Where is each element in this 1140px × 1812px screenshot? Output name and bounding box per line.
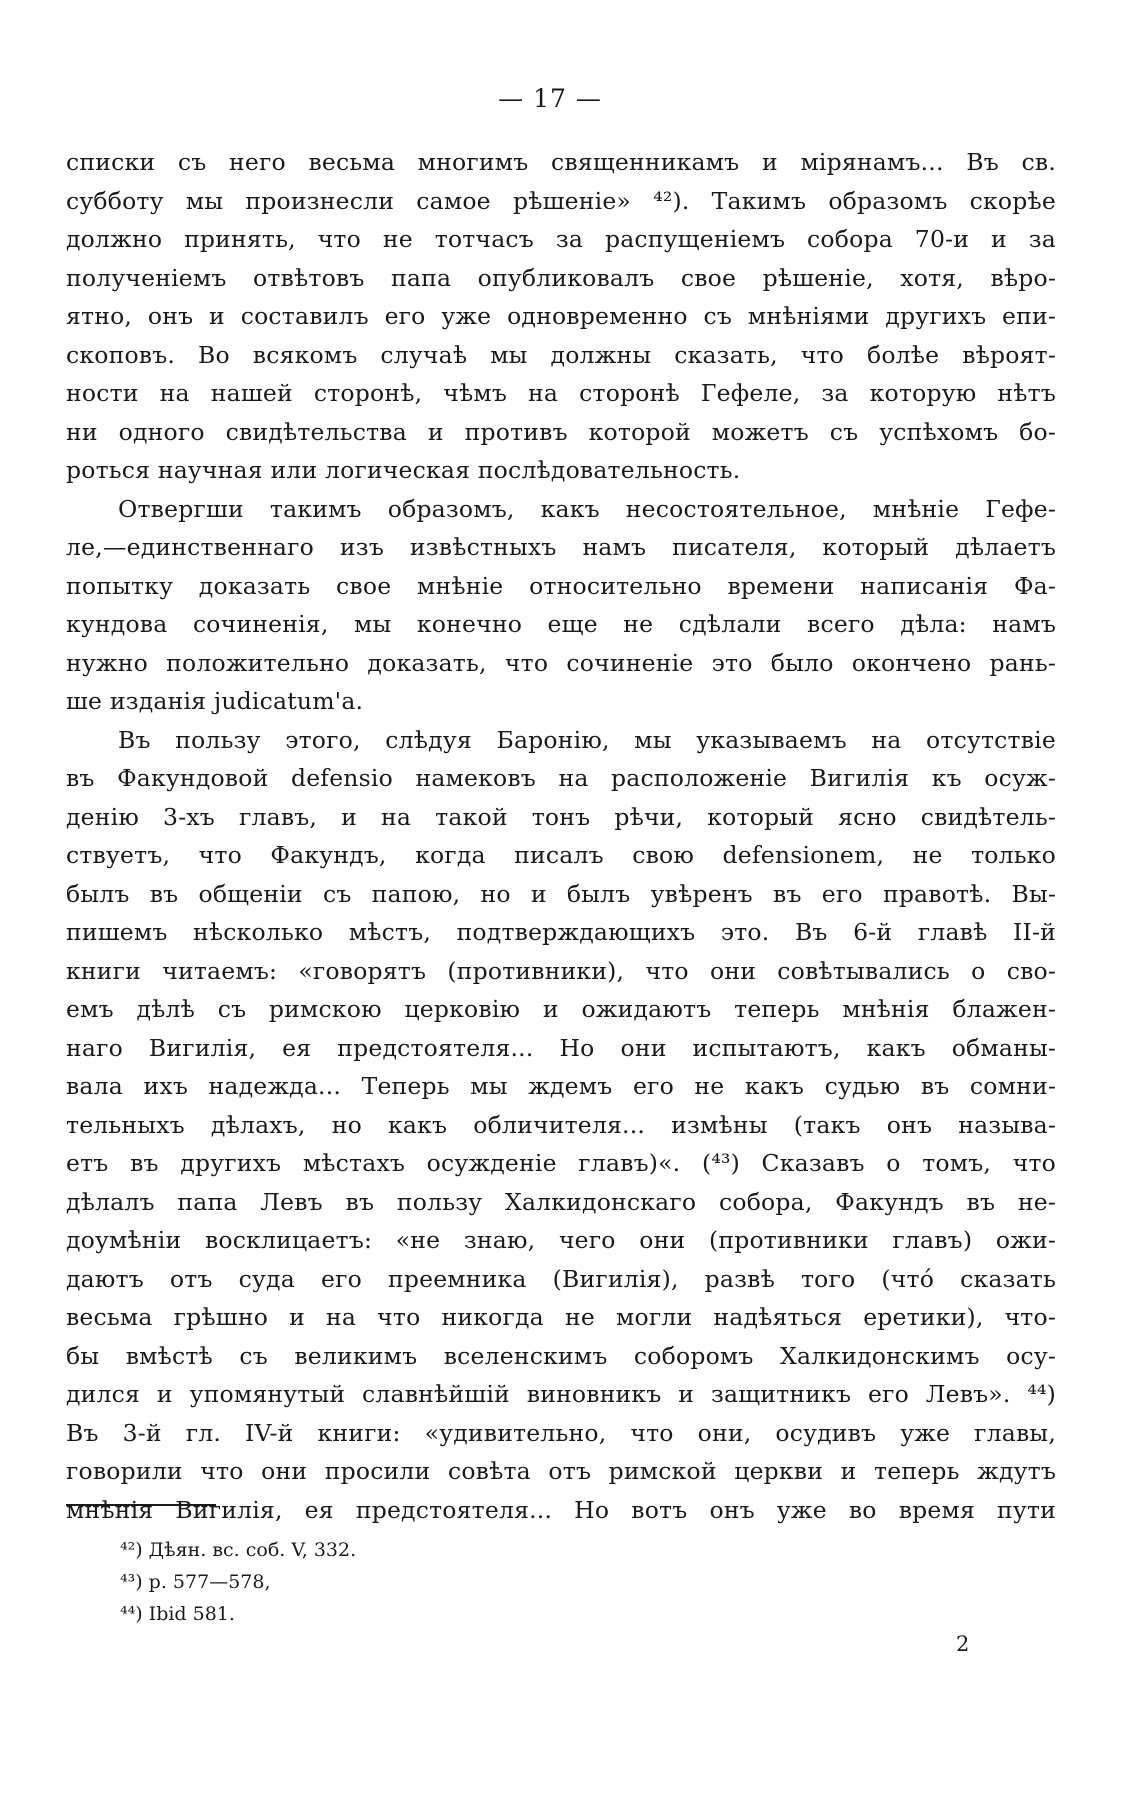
footnote-43: ⁴³) p. 577—578, <box>120 1571 271 1593</box>
text-line: весьма грѣшно и на что никогда не могли надѣяться еретики), что- <box>66 1303 1056 1331</box>
text-line: въ Факундовой defensio намековъ на расположеніе Вигилія къ осуж- <box>66 764 1056 792</box>
text-line: наго Вигилія, ея предстоятеля... Но они испытаютъ, какъ обманы- <box>66 1033 1056 1062</box>
text-line: былъ въ общеніи съ папою, но и былъ увѣренъ въ его правотѣ. Вы- <box>66 879 1056 908</box>
text-line: дѣлалъ папа Левъ въ пользу Халкидонскаго собора, Факундъ въ не- <box>66 1187 1056 1216</box>
text-line: скоповъ. Во всякомъ случаѣ мы должны сказать, что болѣе вѣроят- <box>66 340 1056 369</box>
paragraph-3 <box>66 721 1056 1530</box>
text-line: доумѣніи восклицаетъ: «не знаю, чего они (противники главъ) ожи- <box>66 1226 1056 1254</box>
text-line: денію 3-хъ главъ, и на такой тонъ рѣчи, который ясно свидѣтель- <box>66 802 1056 831</box>
text-line: говорили что они просили совѣта отъ римской церкви и теперь ждутъ <box>66 1457 1056 1485</box>
page-number: — 17 — <box>498 84 602 113</box>
text-line: ше изданія judicatum'а. <box>66 687 364 715</box>
text-line: ле,—единственнаго изъ извѣстныхъ намъ писателя, который дѣлаетъ <box>66 533 1056 561</box>
paragraph-2 <box>66 490 1056 721</box>
paragraph-1 <box>66 143 1056 490</box>
text-line: ствуетъ, что Факундъ, когда писалъ свою defensionem, не только <box>66 841 1056 869</box>
signature-mark: 2 <box>956 1632 970 1656</box>
text-line: тельныхъ дѣлахъ, но какъ обличителя... измѣны (такъ онъ называ- <box>66 1110 1056 1139</box>
text-line: списки съ него весьма многимъ священникамъ и мірянамъ... Въ св. <box>66 148 1056 176</box>
text-line: Въ пользу этого, слѣдуя Баронію, мы указываемъ на отсутствіе <box>118 725 1056 754</box>
text-line: ни одного свидѣтельства и противъ которой можетъ съ успѣхомъ бо- <box>66 417 1056 446</box>
footnote-44: ⁴⁴) Ibid 581. <box>120 1603 235 1625</box>
text-line: книги читаемъ: «говорятъ (противники), что они совѣтывались о сво- <box>66 956 1056 985</box>
text-line: роться научная или логическая послѣдовательность. <box>66 456 741 484</box>
text-line: даютъ отъ суда его преемника (Вигилія), развѣ того (что́ сказать <box>66 1264 1056 1293</box>
text-line: вала ихъ надежда... Теперь мы ждемъ его не какъ судью въ сомни- <box>66 1072 1056 1100</box>
text-line: мнѣнія Вигилія, ея предстоятеля... Но вотъ онъ уже во время пути <box>66 1495 1056 1524</box>
text-line: Отвергши такимъ образомъ, какъ несостоятельное, мнѣніе Гефе- <box>118 494 1056 523</box>
footnote-42: ⁴²) Дѣян. вс. соб. V, 332. <box>120 1539 357 1561</box>
footnote-divider <box>66 1504 216 1506</box>
text-line: должно принять, что не тотчасъ за распущеніемъ собора 70-и и за <box>66 225 1056 253</box>
text-line: Въ 3-й гл. IV-й книги: «удивительно, что они, осудивъ уже главы, <box>66 1418 1056 1447</box>
text-line: субботу мы произнесли самое рѣшеніе» ⁴²). Такимъ образомъ скорѣе <box>66 186 1056 215</box>
text-line: ности на нашей сторонѣ, чѣмъ на сторонѣ Гефеле, за которую нѣтъ <box>66 379 1056 407</box>
text-line: попытку доказать свое мнѣніе относительно времени написанія Фа- <box>66 571 1056 600</box>
text-line: нужно положительно доказать, что сочиненіе это было окончено рань- <box>66 648 1056 677</box>
text-line: пишемъ нѣсколько мѣстъ, подтверждающихъ это. Въ 6-й главѣ II-й <box>66 918 1056 946</box>
text-line: полученіемъ отвѣтовъ папа опубликовалъ свое рѣшеніе, хотя, вѣро- <box>66 263 1056 292</box>
text-line: етъ въ другихъ мѣстахъ осужденіе главъ)«. (⁴³) Сказавъ о томъ, что <box>66 1149 1056 1177</box>
text-line: ятно, онъ и составилъ его уже одновременно съ мнѣніями другихъ епи- <box>66 302 1056 330</box>
footnotes <box>120 1534 356 1630</box>
text-line: емъ дѣлѣ съ римскою церковію и ожидаютъ теперь мнѣнія блажен- <box>66 995 1056 1023</box>
text-line: бы вмѣстѣ съ великимъ вселенскимъ соборомъ Халкидонскимъ осу- <box>66 1341 1056 1370</box>
body-text <box>66 143 1056 1529</box>
text-line: кундова сочиненія, мы конечно еще не сдѣлали всего дѣла: намъ <box>66 610 1056 638</box>
text-line: дился и упомянутый славнѣйшій виновникъ и защитникъ его Левъ». ⁴⁴) <box>66 1380 1056 1408</box>
